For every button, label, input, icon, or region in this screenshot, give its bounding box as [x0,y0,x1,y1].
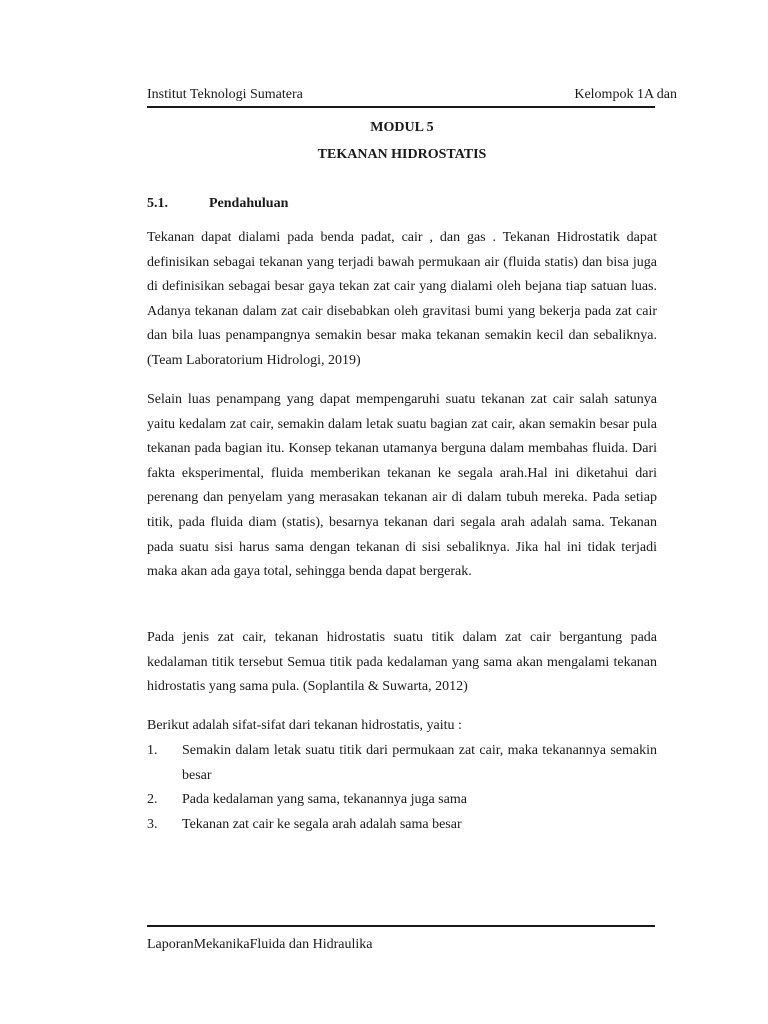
header-group: Kelompok 1A dan [574,87,677,102]
list-item-text: Semakin dalam letak suatu titik dari permukaan zat cair, maka tekanannya semakin besar [182,743,657,783]
list-item [147,739,657,788]
header-institution: Institut Teknologi Sumatera [147,87,303,102]
list-item-number: 2. [147,792,158,808]
list-item-number: 1. [147,743,158,758]
section-heading [147,195,288,213]
list-item [147,813,657,838]
footer-divider [147,925,655,927]
list-item-number: 3. [147,816,158,832]
paragraph-2: Selain luas penampang yang dapat mempengaruhi suatu tekanan zat cair salah satunya yaitu kedalam zat cair, semakin dalam letak suatu bagian zat cair, akan semakin besar pula tekanan pada bagian itu. Konsep tekanan utamanya berguna dalam membahas fluida. Dari fakta eksperimental, fluida memberikan tekanan ke segala arah.Hal ini diketahui dari perenang dan penyelam yang merasakan tekanan air di dalam tubuh mereka. Pada setiap titik, pada fluida diam (statis), besarnya tekanan dari segala arah adalah sama. Tekanan pada suatu sisi harus sama dengan tekanan di sisi sebaliknya. Jika hal ini tidak terjadi maka akan ada gaya total, sehingga benda dapat bergerak. [147,392,657,580]
section-title: Pendahuluan [209,196,289,211]
list-item-text: Pada kedalaman yang sama, tekanannya juga sama [182,792,467,808]
properties-list [147,739,657,837]
page-footer: LaporanMekanikaFluida dan Hidraulika [147,937,373,952]
paragraph-4: Berikut adalah sifat-sifat dari tekanan hidrostatis, yaitu : [147,718,462,733]
module-title: MODUL 5 [370,120,434,135]
list-item [147,788,657,813]
module-subtitle: TEKANAN HIDROSTATIS [317,147,487,162]
paragraph-3: Pada jenis zat cair, tekanan hidrostatis suatu titik dalam zat cair bergantung pada kedalaman titik tersebut Semua titik pada kedalaman yang sama akan mengalami tekanan hidrostatis yang sama pula. (Soplantila & Suwarta, 2012) [147,630,657,695]
header-divider [147,106,655,108]
section-number: 5.1. [147,196,168,211]
list-item-text: Tekanan zat cair ke segala arah adalah sama besar [182,816,462,832]
paragraph-1: Tekanan dapat dialami pada benda padat, cair , dan gas . Tekanan Hidrostatik dapat definisikan sebagai tekanan yang terjadi bawah permukaan air (fluida statis) dan bisa juga di definisikan sebagai besar gaya tekan zat cair yang dialami oleh bejana tiap satuan luas. Adanya tekanan dalam zat cair disebabkan oleh gravitasi bumi yang bekerja pada zat cair dan bila luas penampangnya semakin besar maka tekanan semakin kecil dan sebaliknya. (Team Laboratorium Hidrologi, 2019) [147,230,657,368]
